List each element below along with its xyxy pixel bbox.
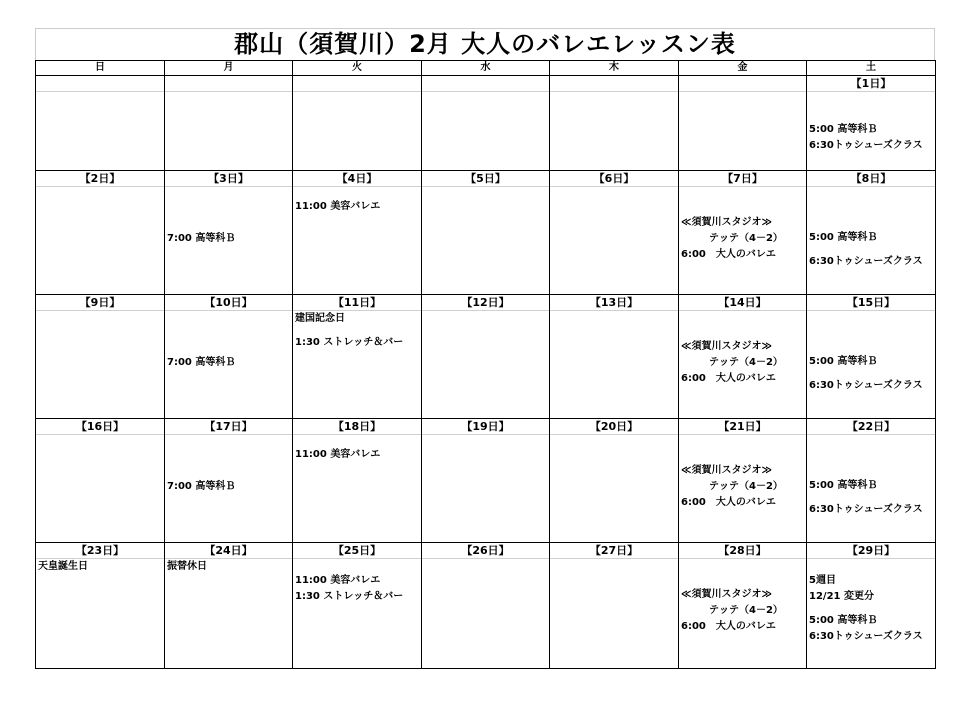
event-text: 11:00 美容バレエ <box>295 201 381 212</box>
event-text: テッテ（4－2） <box>709 357 783 368</box>
day-label: 【15日】 <box>807 295 935 311</box>
weekday-tue: 火 <box>293 61 422 76</box>
day-cell-5 <box>422 171 550 295</box>
page-title: 郡山（須賀川）2月 大人のバレエレッスン表 <box>35 28 935 60</box>
day-label: 【6日】 <box>550 171 678 187</box>
day-label: 【10日】 <box>165 295 292 311</box>
empty-cell <box>293 76 422 171</box>
event-text: 6:30トゥシューズクラス <box>809 504 923 515</box>
day-label: 【19日】 <box>422 419 549 435</box>
day-cell-16 <box>36 419 165 543</box>
event-text: 1:30 ストレッチ＆バー <box>295 591 404 602</box>
day-label: 【3日】 <box>165 171 292 187</box>
day-cell-14 <box>679 295 807 419</box>
week-row-2 <box>36 171 936 295</box>
event-text: 5:00 高等科Ｂ <box>809 232 878 243</box>
day-label: 【5日】 <box>422 171 549 187</box>
day-cell-6 <box>550 171 679 295</box>
day-label: 【18日】 <box>293 419 421 435</box>
day-cell-19 <box>422 419 550 543</box>
day-label: 【13日】 <box>550 295 678 311</box>
day-label: 【22日】 <box>807 419 935 435</box>
day-label: 【2日】 <box>36 171 164 187</box>
weekday-header-row <box>36 61 936 76</box>
empty-cell <box>679 76 807 171</box>
day-cell-4 <box>293 171 422 295</box>
event-text: ≪須賀川スタジオ≫ <box>681 465 772 476</box>
week-row-3 <box>36 295 936 419</box>
day-label: 【14日】 <box>679 295 806 311</box>
day-cell-28 <box>679 543 807 669</box>
weekday-thu: 木 <box>550 61 679 76</box>
event-text: 11:00 美容バレエ <box>295 575 381 586</box>
event-text: 7:00 高等科Ｂ <box>167 233 236 244</box>
day-cell-29 <box>807 543 936 669</box>
event-text: 5週目 <box>809 575 836 586</box>
empty-cell <box>36 76 165 171</box>
day-label: 【20日】 <box>550 419 678 435</box>
day-label: 【12日】 <box>422 295 549 311</box>
day-cell-21 <box>679 419 807 543</box>
day-cell-12 <box>422 295 550 419</box>
day-label: 【23日】 <box>36 543 164 559</box>
day-cell-2 <box>36 171 165 295</box>
day-label: 【17日】 <box>165 419 292 435</box>
day-label: 【8日】 <box>807 171 935 187</box>
event-text: 建国記念日 <box>295 313 345 324</box>
schedule-sheet <box>35 28 935 669</box>
event-text: 6:30トゥシューズクラス <box>809 631 923 642</box>
week-row-4 <box>36 419 936 543</box>
empty-cell <box>165 76 293 171</box>
weekday-fri: 金 <box>679 61 807 76</box>
day-cell-22 <box>807 419 936 543</box>
day-label: 【11日】 <box>293 295 421 311</box>
event-text: 6:30トゥシューズクラス <box>809 256 923 267</box>
day-label: 【29日】 <box>807 543 935 559</box>
day-label: 【1日】 <box>807 76 935 92</box>
event-text: 6:30トゥシューズクラス <box>809 380 923 391</box>
day-label: 【28日】 <box>679 543 806 559</box>
day-cell-15 <box>807 295 936 419</box>
day-label: 【7日】 <box>679 171 806 187</box>
day-label: 【9日】 <box>36 295 164 311</box>
event-text: テッテ（4－2） <box>709 605 783 616</box>
event-text: 6:30トゥシューズクラス <box>809 140 923 151</box>
event-text: テッテ（4－2） <box>709 233 783 244</box>
event-text: ≪須賀川スタジオ≫ <box>681 341 772 352</box>
event-text: 5:00 高等科Ｂ <box>809 124 878 135</box>
empty-cell <box>422 76 550 171</box>
event-text: 6:00 大人のバレエ <box>681 497 776 508</box>
event-text: 5:00 高等科Ｂ <box>809 356 878 367</box>
weekday-sat: 土 <box>807 61 936 76</box>
event-text: 12/21 変更分 <box>809 591 874 602</box>
day-label: 【16日】 <box>36 419 164 435</box>
day-cell-20 <box>550 419 679 543</box>
event-text: テッテ（4－2） <box>709 481 783 492</box>
day-cell-18 <box>293 419 422 543</box>
day-cell-26 <box>422 543 550 669</box>
day-cell-8 <box>807 171 936 295</box>
event-text: 1:30 ストレッチ＆バー <box>295 337 404 348</box>
weekday-sun: 日 <box>36 61 165 76</box>
day-cell-3 <box>165 171 293 295</box>
calendar-table <box>35 60 936 669</box>
day-label: 【24日】 <box>165 543 292 559</box>
day-cell-24 <box>165 543 293 669</box>
event-text: ≪須賀川スタジオ≫ <box>681 589 772 600</box>
event-text: 6:00 大人のバレエ <box>681 249 776 260</box>
day-cell-10 <box>165 295 293 419</box>
event-text: ≪須賀川スタジオ≫ <box>681 217 772 228</box>
day-cell-1 <box>807 76 936 171</box>
day-label: 【27日】 <box>550 543 678 559</box>
empty-cell <box>550 76 679 171</box>
day-label: 【21日】 <box>679 419 806 435</box>
event-text: 7:00 高等科Ｂ <box>167 357 236 368</box>
weekday-wed: 水 <box>422 61 550 76</box>
day-cell-27 <box>550 543 679 669</box>
day-cell-9 <box>36 295 165 419</box>
day-cell-23 <box>36 543 165 669</box>
day-cell-17 <box>165 419 293 543</box>
event-text: 振替休日 <box>167 561 207 572</box>
day-label: 【25日】 <box>293 543 421 559</box>
day-cell-25 <box>293 543 422 669</box>
week-row-5 <box>36 543 936 669</box>
day-cell-7 <box>679 171 807 295</box>
weekday-mon: 月 <box>165 61 293 76</box>
day-cell-13 <box>550 295 679 419</box>
day-cell-11 <box>293 295 422 419</box>
event-text: 6:00 大人のバレエ <box>681 373 776 384</box>
event-text: 7:00 高等科Ｂ <box>167 481 236 492</box>
week-row-1 <box>36 76 936 171</box>
event-text: 天皇誕生日 <box>38 561 88 572</box>
day-label: 【4日】 <box>293 171 421 187</box>
day-label: 【26日】 <box>422 543 549 559</box>
event-text: 5:00 高等科Ｂ <box>809 615 878 626</box>
event-text: 5:00 高等科Ｂ <box>809 480 878 491</box>
event-text: 6:00 大人のバレエ <box>681 621 776 632</box>
event-text: 11:00 美容バレエ <box>295 449 381 460</box>
